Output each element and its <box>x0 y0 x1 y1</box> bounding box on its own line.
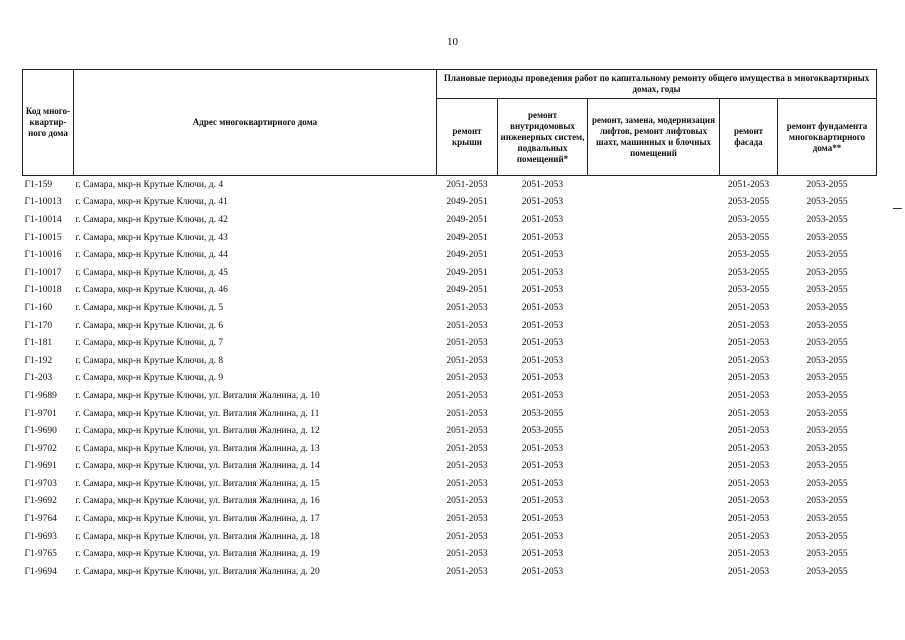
row-lifts-period <box>588 493 720 511</box>
row-roof-period: 2051-2053 <box>446 302 488 313</box>
row-foundation-period: 2053-2055 <box>806 302 848 313</box>
row-facade-period: 2051-2053 <box>727 531 770 542</box>
row-engineering-period: 2051-2053 <box>521 179 564 190</box>
table-row <box>23 282 877 300</box>
row-lifts-period <box>588 352 720 370</box>
table-row <box>23 229 877 247</box>
row-engineering-period: 2051-2053 <box>521 514 564 525</box>
page-number: 10 <box>447 36 458 48</box>
row-facade-period: 2053-2055 <box>727 267 770 278</box>
table-row <box>23 510 877 528</box>
row-code: Г1-9701 <box>24 408 57 419</box>
table-row <box>23 211 877 229</box>
row-address: г. Самара, мкр-н Крутые Ключи, ул. Виталия Жалнина, д. 10 <box>75 390 320 401</box>
row-roof-period: 2051-2053 <box>446 531 488 542</box>
row-foundation-period: 2053-2055 <box>806 408 848 419</box>
row-foundation-period: 2053-2055 <box>806 285 848 296</box>
row-foundation-period: 2053-2055 <box>806 179 848 190</box>
row-roof-period: 2051-2053 <box>446 426 488 437</box>
row-address: г. Самара, мкр-н Крутые Ключи, д. 42 <box>75 214 228 225</box>
row-engineering-period: 2051-2053 <box>521 232 564 243</box>
row-lifts-period <box>588 475 720 493</box>
row-code: Г1-9693 <box>24 531 57 542</box>
table-row <box>23 545 877 563</box>
row-foundation-period: 2053-2055 <box>806 197 848 208</box>
row-code: Г1-159 <box>24 179 53 190</box>
row-foundation-period: 2053-2055 <box>806 461 848 472</box>
table-row <box>23 176 877 194</box>
row-roof-period: 2049-2051 <box>446 214 488 225</box>
row-lifts-period <box>588 440 720 458</box>
row-address: г. Самара, мкр-н Крутые Ключи, д. 4 <box>75 179 224 190</box>
header-address: Адрес многоквартирного дома <box>74 70 437 176</box>
row-address: г. Самара, мкр-н Крутые Ключи, ул. Виталия Жалнина, д. 16 <box>75 496 320 507</box>
row-code: Г1-160 <box>24 302 53 313</box>
header-facade: ремонт фасада <box>720 99 778 176</box>
row-code: Г1-181 <box>24 338 53 349</box>
table-row <box>23 387 877 405</box>
row-address: г. Самара, мкр-н Крутые Ключи, д. 6 <box>75 320 224 331</box>
row-address: г. Самара, мкр-н Крутые Ключи, д. 43 <box>75 232 228 243</box>
row-lifts-period <box>588 299 720 317</box>
row-facade-period: 2051-2053 <box>727 302 770 313</box>
row-engineering-period: 2051-2053 <box>521 250 564 261</box>
row-facade-period: 2051-2053 <box>727 426 770 437</box>
row-address: г. Самара, мкр-н Крутые Ключи, ул. Виталия Жалнина, д. 15 <box>75 478 320 489</box>
row-foundation-period: 2053-2055 <box>806 566 848 577</box>
row-address: г. Самара, мкр-н Крутые Ключи, ул. Виталия Жалнина, д. 14 <box>75 461 320 472</box>
row-lifts-period <box>588 370 720 388</box>
row-address: г. Самара, мкр-н Крутые Ключи, ул. Виталия Жалнина, д. 17 <box>75 514 320 525</box>
row-engineering-period: 2053-2055 <box>521 408 564 419</box>
row-code: Г1-10014 <box>24 214 62 225</box>
row-lifts-period <box>588 545 720 563</box>
row-code: Г1-9691 <box>24 461 57 472</box>
row-facade-period: 2053-2055 <box>727 250 770 261</box>
row-engineering-period: 2051-2053 <box>521 355 564 366</box>
row-engineering-period: 2051-2053 <box>521 338 564 349</box>
table-row <box>23 299 877 317</box>
row-foundation-period: 2053-2055 <box>806 531 848 542</box>
row-code: Г1-10013 <box>24 197 62 208</box>
row-facade-period: 2051-2053 <box>727 408 770 419</box>
row-lifts-period <box>588 510 720 528</box>
row-address: г. Самара, мкр-н Крутые Ключи, д. 46 <box>75 285 228 296</box>
row-code: Г1-170 <box>24 320 53 331</box>
row-foundation-period: 2053-2055 <box>806 250 848 261</box>
row-roof-period: 2051-2053 <box>446 478 488 489</box>
row-facade-period: 2053-2055 <box>727 232 770 243</box>
row-engineering-period: 2051-2053 <box>521 302 564 313</box>
row-roof-period: 2049-2051 <box>446 197 488 208</box>
row-roof-period: 2051-2053 <box>446 566 488 577</box>
table-row <box>23 458 877 476</box>
table-row <box>23 528 877 546</box>
row-facade-period: 2051-2053 <box>727 443 770 454</box>
row-roof-period: 2051-2053 <box>446 496 488 507</box>
row-foundation-period: 2053-2055 <box>806 514 848 525</box>
row-foundation-period: 2053-2055 <box>806 338 848 349</box>
header-code: Код много-квартир-ного дома <box>23 70 74 176</box>
row-roof-period: 2051-2053 <box>446 549 488 560</box>
row-foundation-period: 2053-2055 <box>806 373 848 384</box>
table-row <box>23 405 877 423</box>
row-facade-period: 2051-2053 <box>727 390 770 401</box>
header-roof: ремонт крыши <box>437 99 498 176</box>
row-address: г. Самара, мкр-н Крутые Ключи, д. 5 <box>75 302 224 313</box>
row-engineering-period: 2051-2053 <box>521 320 564 331</box>
row-facade-period: 2051-2053 <box>727 566 770 577</box>
row-engineering-period: 2051-2053 <box>521 373 564 384</box>
row-foundation-period: 2053-2055 <box>806 355 848 366</box>
row-code: Г1-9690 <box>24 426 57 437</box>
table-row <box>23 194 877 212</box>
row-address: г. Самара, мкр-н Крутые Ключи, д. 8 <box>75 355 224 366</box>
header-engineering: ремонт внутридомовых инженерных систем, подвальных помещений* <box>498 99 588 176</box>
row-facade-period: 2053-2055 <box>727 285 770 296</box>
table-body <box>23 176 877 581</box>
table-row <box>23 317 877 335</box>
row-roof-period: 2051-2053 <box>446 514 488 525</box>
row-address: г. Самара, мкр-н Крутые Ключи, д. 41 <box>75 197 228 208</box>
row-foundation-period: 2053-2055 <box>806 390 848 401</box>
row-address: г. Самара, мкр-н Крутые Ключи, ул. Виталия Жалнина, д. 18 <box>75 531 320 542</box>
row-roof-period: 2051-2053 <box>446 390 488 401</box>
row-roof-period: 2051-2053 <box>446 320 488 331</box>
row-lifts-period <box>588 246 720 264</box>
table-row <box>23 422 877 440</box>
row-engineering-period: 2051-2053 <box>521 566 564 577</box>
row-code: Г1-192 <box>24 355 53 366</box>
row-code: Г1-10015 <box>24 232 62 243</box>
row-address: г. Самара, мкр-н Крутые Ключи, ул. Виталия Жалнина, д. 12 <box>75 426 320 437</box>
row-foundation-period: 2053-2055 <box>806 232 848 243</box>
row-address: г. Самара, мкр-н Крутые Ключи, ул. Виталия Жалнина, д. 19 <box>75 549 320 560</box>
row-code: Г1-9764 <box>24 514 57 525</box>
row-lifts-period <box>588 317 720 335</box>
row-code: Г1-9765 <box>24 549 57 560</box>
row-facade-period: 2051-2053 <box>727 478 770 489</box>
capital-repair-schedule-table <box>22 69 877 581</box>
row-code: Г1-203 <box>24 373 53 384</box>
table-row <box>23 493 877 511</box>
table-row <box>23 440 877 458</box>
row-lifts-period <box>588 528 720 546</box>
row-facade-period: 2053-2055 <box>727 197 770 208</box>
row-facade-period: 2051-2053 <box>727 496 770 507</box>
row-roof-period: 2051-2053 <box>446 373 488 384</box>
row-lifts-period <box>588 282 720 300</box>
row-engineering-period: 2051-2053 <box>521 531 564 542</box>
row-address: г. Самара, мкр-н Крутые Ключи, ул. Виталия Жалнина, д. 11 <box>75 408 320 419</box>
table-row <box>23 334 877 352</box>
table-row <box>23 352 877 370</box>
row-lifts-period <box>588 458 720 476</box>
header-lifts: ремонт, замена, модернизация лифтов, ремонт лифтовых шахт, машинных и блочных помещений <box>588 99 720 176</box>
row-roof-period: 2051-2053 <box>446 338 488 349</box>
row-code: Г1-9702 <box>24 443 57 454</box>
row-engineering-period: 2051-2053 <box>521 267 564 278</box>
row-facade-period: 2051-2053 <box>727 461 770 472</box>
row-lifts-period <box>588 194 720 212</box>
row-engineering-period: 2051-2053 <box>521 285 564 296</box>
header-foundation: ремонт фундамента многоквартирного дома** <box>778 99 877 176</box>
row-foundation-period: 2053-2055 <box>806 214 848 225</box>
row-facade-period: 2051-2053 <box>727 338 770 349</box>
row-roof-period: 2051-2053 <box>446 443 488 454</box>
row-code: Г1-9692 <box>24 496 57 507</box>
row-lifts-period <box>588 264 720 282</box>
row-roof-period: 2049-2051 <box>446 267 488 278</box>
row-foundation-period: 2053-2055 <box>806 443 848 454</box>
row-lifts-period <box>588 211 720 229</box>
table-row <box>23 246 877 264</box>
header-period-group: Плановые периоды проведения работ по капитальному ремонту общего имущества в многоквартирных домах, годы <box>437 70 877 99</box>
row-facade-period: 2051-2053 <box>727 179 770 190</box>
row-engineering-period: 2051-2053 <box>521 443 564 454</box>
row-roof-period: 2051-2053 <box>446 355 488 366</box>
row-foundation-period: 2053-2055 <box>806 320 848 331</box>
margin-mark <box>893 208 902 209</box>
row-code: Г1-10016 <box>24 250 62 261</box>
row-foundation-period: 2053-2055 <box>806 267 848 278</box>
row-code: Г1-10017 <box>24 267 62 278</box>
row-facade-period: 2051-2053 <box>727 355 770 366</box>
row-address: г. Самара, мкр-н Крутые Ключи, д. 44 <box>75 250 228 261</box>
row-lifts-period <box>588 422 720 440</box>
row-roof-period: 2051-2053 <box>446 408 488 419</box>
table-row <box>23 475 877 493</box>
row-lifts-period <box>588 334 720 352</box>
row-code: Г1-9703 <box>24 478 57 489</box>
row-facade-period: 2051-2053 <box>727 549 770 560</box>
row-foundation-period: 2053-2055 <box>806 478 848 489</box>
row-lifts-period <box>588 176 720 194</box>
row-code: Г1-10018 <box>24 285 62 296</box>
row-engineering-period: 2051-2053 <box>521 549 564 560</box>
row-address: г. Самара, мкр-н Крутые Ключи, ул. Виталия Жалнина, д. 13 <box>75 443 320 454</box>
row-code: Г1-9689 <box>24 390 57 401</box>
row-facade-period: 2053-2055 <box>727 214 770 225</box>
row-roof-period: 2051-2053 <box>446 179 488 190</box>
row-lifts-period <box>588 405 720 423</box>
row-roof-period: 2049-2051 <box>446 250 488 261</box>
table-header <box>23 70 877 176</box>
row-facade-period: 2051-2053 <box>727 514 770 525</box>
table-row <box>23 563 877 581</box>
row-engineering-period: 2053-2055 <box>521 426 564 437</box>
row-lifts-period <box>588 387 720 405</box>
row-engineering-period: 2051-2053 <box>521 496 564 507</box>
row-foundation-period: 2053-2055 <box>806 426 848 437</box>
row-engineering-period: 2051-2053 <box>521 214 564 225</box>
row-address: г. Самара, мкр-н Крутые Ключи, д. 9 <box>75 373 224 384</box>
row-address: г. Самара, мкр-н Крутые Ключи, д. 7 <box>75 338 224 349</box>
table-row <box>23 264 877 282</box>
row-foundation-period: 2053-2055 <box>806 549 848 560</box>
row-roof-period: 2049-2051 <box>446 285 488 296</box>
row-engineering-period: 2051-2053 <box>521 390 564 401</box>
row-foundation-period: 2053-2055 <box>806 496 848 507</box>
row-facade-period: 2051-2053 <box>727 373 770 384</box>
row-lifts-period <box>588 563 720 581</box>
table-row <box>23 370 877 388</box>
row-facade-period: 2051-2053 <box>727 320 770 331</box>
row-engineering-period: 2051-2053 <box>521 197 564 208</box>
row-code: Г1-9694 <box>24 566 57 577</box>
row-address: г. Самара, мкр-н Крутые Ключи, ул. Виталия Жалнина, д. 20 <box>75 566 320 577</box>
row-engineering-period: 2051-2053 <box>521 478 564 489</box>
row-roof-period: 2051-2053 <box>446 461 488 472</box>
row-roof-period: 2049-2051 <box>446 232 488 243</box>
row-engineering-period: 2051-2053 <box>521 461 564 472</box>
row-lifts-period <box>588 229 720 247</box>
row-address: г. Самара, мкр-н Крутые Ключи, д. 45 <box>75 267 228 278</box>
